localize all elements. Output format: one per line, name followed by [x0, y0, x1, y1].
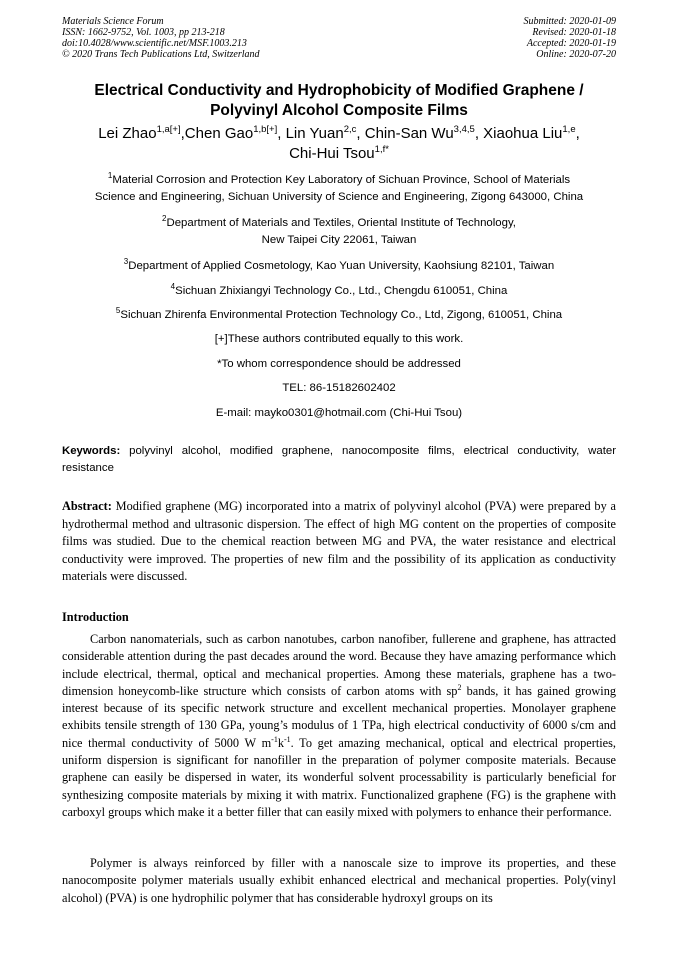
- title-line-1: Electrical Conductivity and Hydrophobicity of Modified Graphene /: [94, 82, 584, 99]
- author-sep: ,: [356, 125, 365, 142]
- affiliation-text: Department of Applied Cosmetology, Kao Yuan University, Kaohsiung 82101, Taiwan: [128, 260, 555, 272]
- journal-header-right: [524, 16, 617, 60]
- affiliation-4: [62, 283, 616, 300]
- superscript: -1: [271, 734, 278, 744]
- author-sep: ,: [180, 125, 185, 142]
- introduction-heading: Introduction: [62, 610, 129, 624]
- author-marker: 1,e: [562, 124, 576, 135]
- abstract-text: Modified graphene (MG) incorporated into a matrix of polyvinyl alcohol (PVA) were prepared by a hydrothermal method and ultrasonic dispersion. The effect of high MG content on the properties of composite films was studied. Due to the chemical reaction between MG and PVA, the water resistance and electrical conductivity were improved. The properties of new film and the possibility of its application as conductivity materials were discussed.: [62, 499, 616, 583]
- author-marker: 3,4,5: [453, 124, 475, 135]
- email: E-mail: mayko0301@hotmail.com (Chi-Hui Tsou): [215, 407, 463, 419]
- affiliation-2-line-1: [62, 215, 616, 232]
- author-marker: 1,a[+]: [156, 124, 181, 135]
- affiliation-1-line-2: Science and Engineering, Sichuan University of Science and Engineering, Zigong 643000, China: [94, 191, 584, 203]
- author-name: Lin Yuan: [285, 125, 344, 142]
- journal-issn: ISSN: 1662-9752, Vol. 1003, pp 213-218: [62, 27, 225, 38]
- introduction-paragraph-2: Polymer is always reinforced by filler with a nanoscale size to improve its properties, and these nanocomposite polymer materials usually exhibit enhanced electrical and mechanical properties. Poly(vinyl alcohol) (PVA) is one hydrophilic polymer that has considerable hydroxyl groups on its: [62, 856, 616, 905]
- date-online: Online: 2020-07-20: [536, 49, 616, 60]
- affiliation-2: [62, 215, 616, 249]
- affiliation-3: [62, 258, 616, 275]
- author-line-1: [62, 124, 616, 144]
- paragraph-text: bands, it has gained growing interest because of its specific network structure and excellent mechanical properties. Monolayer graphene exhibits tensile strength of 130 GPa, young’s modulus of 1 TPa, high electrical conductivity of 6000 s/cm and nice thermal conductivity of 5000 W m: [62, 683, 616, 750]
- paragraph-text: . To get amazing mechanical, optical and electrical properties, uniform dispersion is significant for nanofiller in the preparation of polymer composite materials. Because graphene can easily be dispersed in water, its wonderful solvent processability is particularly beneficial for synthesizing composite materials by mixing it with matrix. Functionalized graphene (FG) is the graphene with carboxyl groups which make it a better filler that can easily mixed with polymers to enhance their performance.: [62, 735, 616, 819]
- date-revised: Revised: 2020-01-18: [532, 27, 616, 38]
- superscript: -1: [283, 734, 291, 744]
- correspondence-note: *To whom correspondence should be addressed: [217, 358, 461, 370]
- equal-contribution-note: [+]These authors contributed equally to this work.: [214, 333, 464, 345]
- author-name: Xiaohua Liu: [483, 125, 563, 142]
- author-marker: 2,c: [343, 124, 357, 135]
- date-submitted: Submitted: 2020-01-09: [523, 16, 616, 27]
- affiliation-marker: 3: [123, 257, 129, 267]
- author-name: Chin-San Wu: [364, 125, 454, 142]
- affiliation-text: Sichuan Zhixiangyi Technology Co., Ltd., Chengdu 610051, China: [175, 285, 508, 297]
- journal-header-left: [62, 16, 260, 60]
- superscript: 2: [457, 682, 462, 692]
- paragraph-text: Carbon nanomaterials, such as carbon nanotubes, carbon nanofiber, fullerene and graphene, has attracted considerable attention during the past decades around the word. Because they have amazing performance which include electrical, thermal, optical and mechanical properties. Among these materials, graphene has a two-dimension honeycomb-like structure which consists of carbon atoms with sp: [62, 632, 616, 698]
- keywords: [62, 443, 616, 477]
- author-sep: ,: [575, 125, 580, 142]
- affiliation-text: Sichuan Zhirenfa Environmental Protection Technology Co., Ltd, Zigong, 610051, China: [120, 309, 563, 321]
- author-marker: 1,f*: [374, 144, 389, 155]
- journal-name: Materials Science Forum: [62, 16, 164, 27]
- author-marker: 1,b[+]: [253, 124, 278, 135]
- affiliation-1: [62, 172, 616, 206]
- affiliation-marker: 1: [107, 171, 113, 181]
- author-name: Chen Gao: [184, 125, 254, 142]
- telephone: TEL: 86-15182602402: [282, 382, 396, 394]
- author-sep: ,: [474, 125, 484, 142]
- journal-doi: doi:10.4028/www.scientific.net/MSF.1003.213: [62, 38, 247, 49]
- affiliation-text: Department of Materials and Textiles, Oriental Institute of Technology,: [166, 217, 516, 229]
- keywords-label: Keywords:: [62, 445, 121, 457]
- affiliation-text: Material Corrosion and Protection Key Laboratory of Sichuan Province, School of Materials: [112, 174, 571, 186]
- keywords-text: polyvinyl alcohol, modified graphene, nanocomposite films, electrical conductivity, water resistance: [62, 445, 616, 474]
- affiliation-marker: 4: [170, 282, 176, 292]
- title-line-2: Polyvinyl Alcohol Composite Films: [210, 102, 468, 119]
- author-name: Chi-Hui Tsou: [289, 145, 375, 162]
- affiliation-marker: 5: [115, 306, 121, 316]
- author-list: [62, 124, 616, 164]
- affiliation-5: [62, 307, 616, 324]
- affiliation-2-line-2: New Taipei City 22061, Taiwan: [261, 234, 417, 246]
- paper-title: [62, 81, 616, 121]
- journal-copyright: © 2020 Trans Tech Publications Ltd, Switzerland: [62, 49, 260, 60]
- abstract-label: Abstract:: [62, 499, 112, 513]
- author-line-2: [62, 144, 616, 164]
- paragraph-text: k: [277, 735, 284, 750]
- affiliation-marker: 2: [162, 214, 167, 224]
- abstract: [62, 498, 616, 586]
- introduction-paragraph-1: [62, 631, 616, 821]
- author-name: Lei Zhao: [98, 125, 157, 142]
- affiliation-1-line-1: [62, 172, 616, 189]
- author-sep: ,: [277, 125, 286, 142]
- date-accepted: Accepted: 2020-01-19: [526, 38, 616, 49]
